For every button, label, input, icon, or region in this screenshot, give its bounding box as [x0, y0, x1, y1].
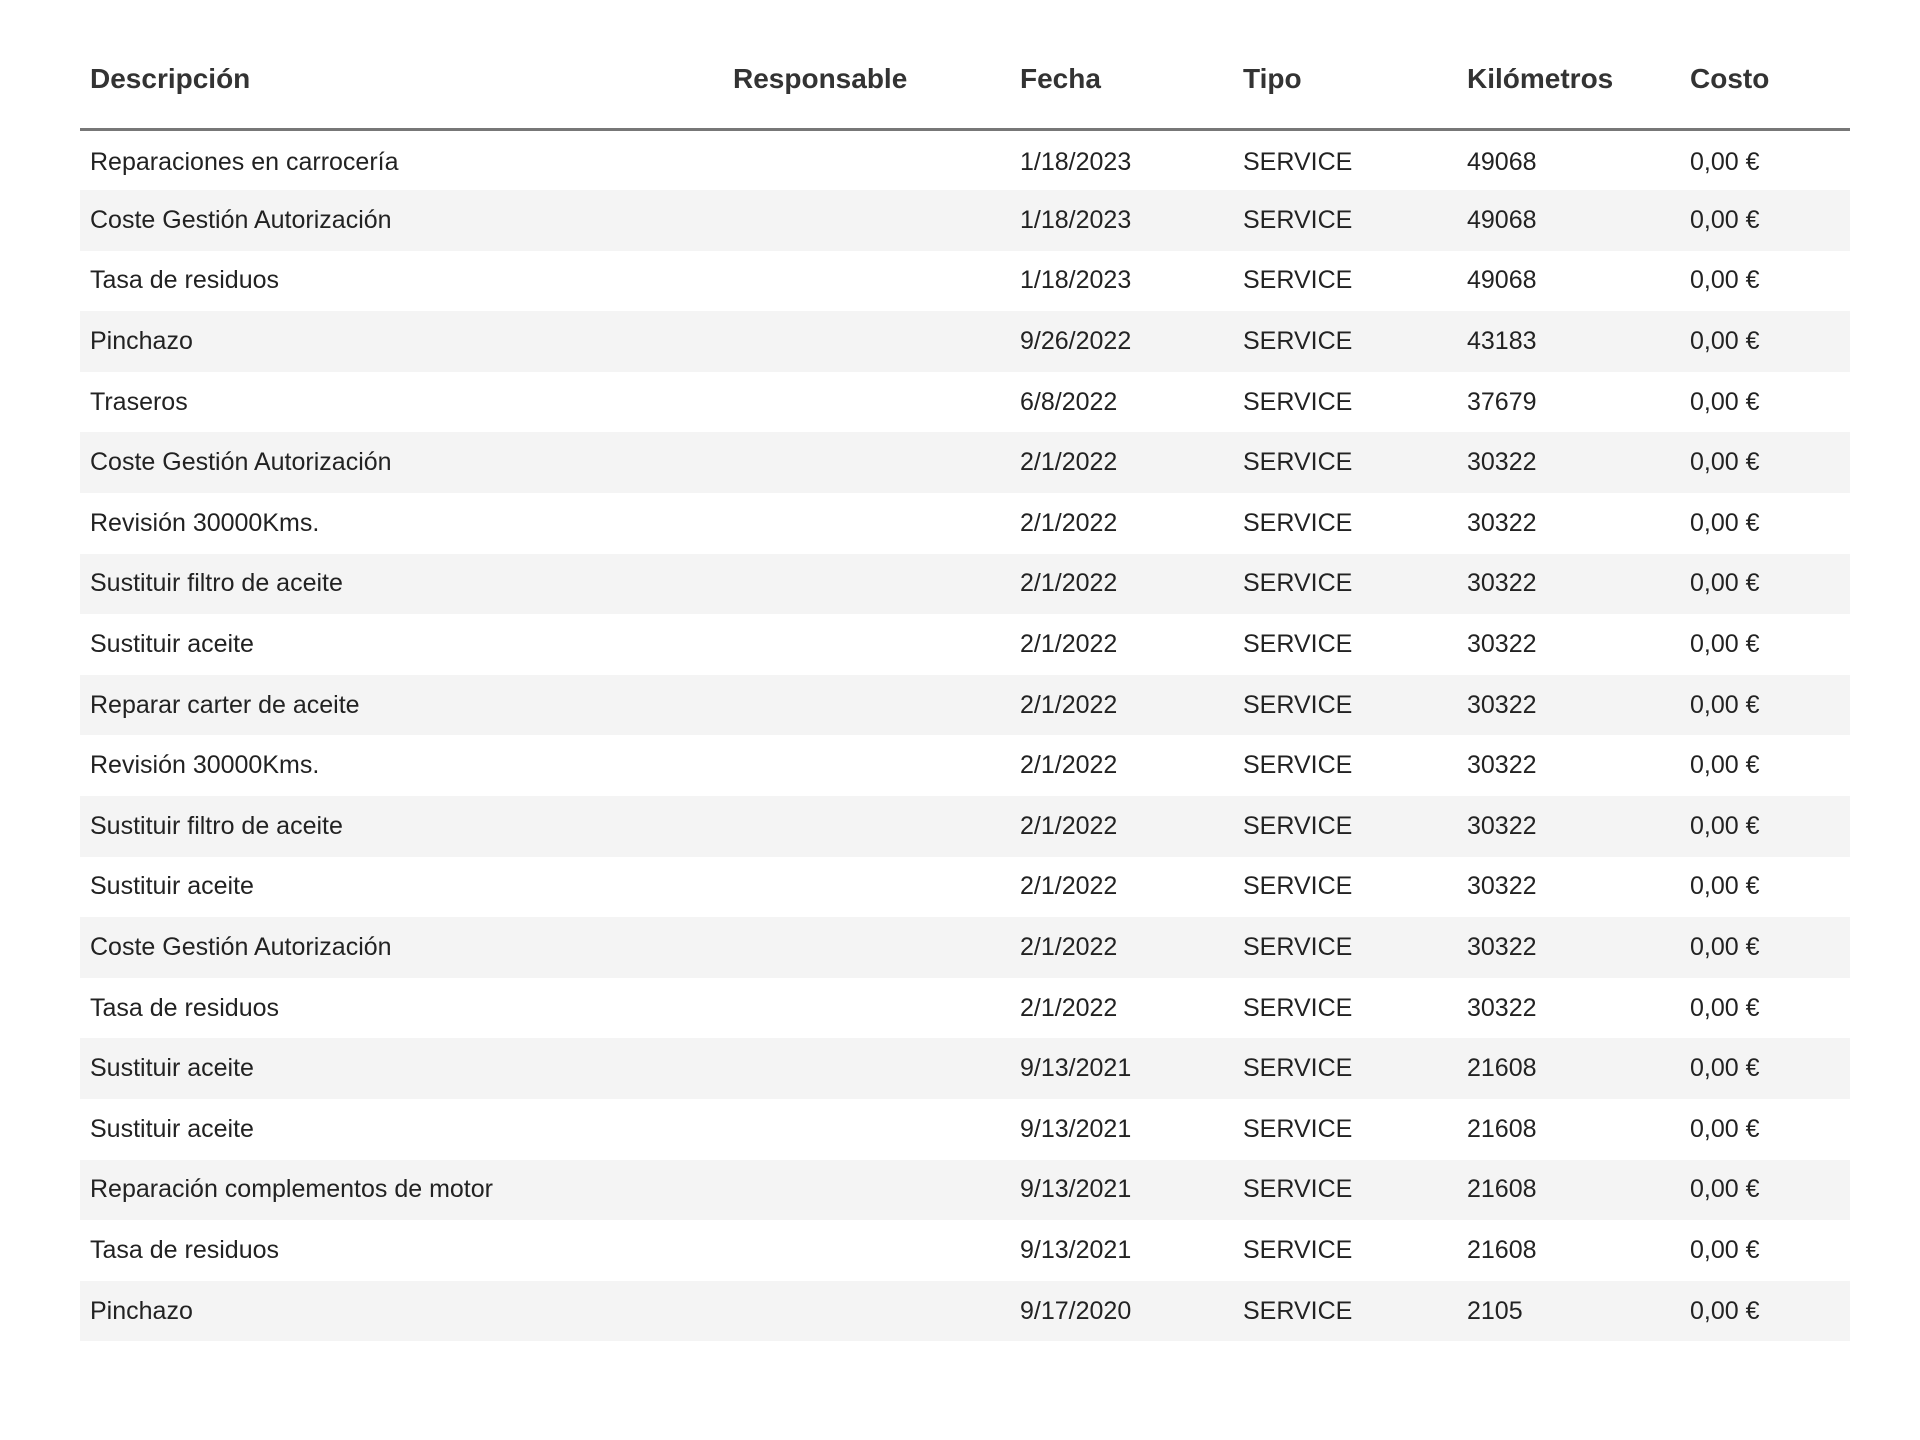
cell-kilometros: 49068 — [1467, 266, 1537, 295]
cell-fecha: 2/1/2022 — [1020, 811, 1118, 840]
column-header-descripcion: Descripción — [80, 30, 723, 130]
cell-costo: 0,00 € — [1690, 751, 1760, 780]
cell-descripcion: Revisión 30000Kms. — [90, 508, 320, 537]
table-row — [80, 796, 1850, 857]
cell-tipo: SERVICE — [1243, 205, 1353, 234]
cell-descripcion: Reparaciones en carrocería — [90, 148, 399, 177]
table-row — [80, 493, 1850, 554]
cell-tipo: SERVICE — [1243, 327, 1353, 356]
cell-tipo: SERVICE — [1243, 1054, 1353, 1083]
cell-responsable — [723, 130, 1010, 191]
cell-fecha: 2/1/2022 — [1020, 630, 1118, 659]
table-header — [80, 30, 1850, 130]
cell-kilometros: 37679 — [1467, 387, 1537, 416]
cell-costo: 0,00 € — [1690, 448, 1760, 477]
table-row — [80, 1099, 1850, 1160]
cell-kilometros: 30322 — [1467, 569, 1537, 598]
column-header-fecha: Fecha — [1010, 30, 1233, 130]
cell-responsable — [723, 251, 1010, 312]
cell-tipo: SERVICE — [1243, 1175, 1353, 1204]
cell-descripcion: Coste Gestión Autorización — [90, 933, 392, 962]
cell-fecha: 2/1/2022 — [1020, 569, 1118, 598]
cell-kilometros: 49068 — [1467, 205, 1537, 234]
cell-fecha: 2/1/2022 — [1020, 448, 1118, 477]
cell-fecha: 1/18/2023 — [1020, 148, 1132, 177]
cell-responsable — [723, 796, 1010, 857]
cell-kilometros: 30322 — [1467, 993, 1537, 1022]
cell-responsable — [723, 735, 1010, 796]
cell-fecha: 1/18/2023 — [1020, 205, 1132, 234]
cell-costo: 0,00 € — [1690, 508, 1760, 537]
table-row — [80, 251, 1850, 312]
cell-tipo: SERVICE — [1243, 993, 1353, 1022]
cell-kilometros: 21608 — [1467, 1054, 1537, 1083]
cell-descripcion: Pinchazo — [90, 327, 193, 356]
cell-responsable — [723, 857, 1010, 918]
cell-tipo: SERVICE — [1243, 387, 1353, 416]
header-row — [80, 30, 1850, 130]
cell-descripcion: Tasa de residuos — [90, 266, 280, 295]
table-body — [80, 130, 1850, 1342]
cell-responsable — [723, 554, 1010, 615]
cell-tipo: SERVICE — [1243, 148, 1353, 177]
cell-kilometros: 2105 — [1467, 1296, 1523, 1325]
cell-responsable — [723, 1160, 1010, 1221]
cell-fecha: 9/17/2020 — [1020, 1296, 1132, 1325]
cell-fecha: 9/13/2021 — [1020, 1114, 1132, 1143]
cell-costo: 0,00 € — [1690, 811, 1760, 840]
cell-kilometros: 30322 — [1467, 872, 1537, 901]
cell-costo: 0,00 € — [1690, 1114, 1760, 1143]
cell-responsable — [723, 190, 1010, 251]
table-row — [80, 554, 1850, 615]
cell-descripcion: Coste Gestión Autorización — [90, 205, 392, 234]
cell-costo: 0,00 € — [1690, 872, 1760, 901]
cell-tipo: SERVICE — [1243, 1235, 1353, 1264]
column-header-kilometros: Kilómetros — [1457, 30, 1680, 130]
cell-responsable — [723, 493, 1010, 554]
cell-responsable — [723, 432, 1010, 493]
cell-costo: 0,00 € — [1690, 1296, 1760, 1325]
cell-descripcion: Sustituir aceite — [90, 630, 254, 659]
cell-fecha: 6/8/2022 — [1020, 387, 1118, 416]
cell-kilometros: 30322 — [1467, 508, 1537, 537]
cell-fecha: 9/13/2021 — [1020, 1054, 1132, 1083]
cell-costo: 0,00 € — [1690, 387, 1760, 416]
cell-kilometros: 21608 — [1467, 1175, 1537, 1204]
table-row — [80, 978, 1850, 1039]
cell-responsable — [723, 675, 1010, 736]
cell-tipo: SERVICE — [1243, 569, 1353, 598]
cell-responsable — [723, 978, 1010, 1039]
cell-costo: 0,00 € — [1690, 1054, 1760, 1083]
cell-costo: 0,00 € — [1690, 569, 1760, 598]
cell-fecha: 1/18/2023 — [1020, 266, 1132, 295]
cell-kilometros: 43183 — [1467, 327, 1537, 356]
cell-fecha: 2/1/2022 — [1020, 872, 1118, 901]
cell-costo: 0,00 € — [1690, 1175, 1760, 1204]
cell-tipo: SERVICE — [1243, 872, 1353, 901]
cell-costo: 0,00 € — [1690, 993, 1760, 1022]
cell-tipo: SERVICE — [1243, 751, 1353, 780]
cell-tipo: SERVICE — [1243, 448, 1353, 477]
cell-descripcion: Sustituir aceite — [90, 1054, 254, 1083]
cell-fecha: 2/1/2022 — [1020, 751, 1118, 780]
cell-descripcion: Sustituir aceite — [90, 872, 254, 901]
cell-responsable — [723, 311, 1010, 372]
table-row — [80, 1160, 1850, 1221]
cell-responsable — [723, 1038, 1010, 1099]
cell-tipo: SERVICE — [1243, 933, 1353, 962]
cell-tipo: SERVICE — [1243, 811, 1353, 840]
cell-kilometros: 49068 — [1467, 148, 1537, 177]
cell-descripcion: Sustituir filtro de aceite — [90, 811, 343, 840]
table-row — [80, 1281, 1850, 1342]
table-row — [80, 1220, 1850, 1281]
cell-tipo: SERVICE — [1243, 1296, 1353, 1325]
cell-descripcion: Pinchazo — [90, 1296, 193, 1325]
cell-costo: 0,00 € — [1690, 1235, 1760, 1264]
table-row — [80, 735, 1850, 796]
column-header-tipo: Tipo — [1233, 30, 1457, 130]
cell-kilometros: 30322 — [1467, 630, 1537, 659]
table-row — [80, 857, 1850, 918]
cell-responsable — [723, 372, 1010, 433]
cell-fecha: 9/13/2021 — [1020, 1235, 1132, 1264]
table-row — [80, 917, 1850, 978]
column-header-costo: Costo — [1680, 30, 1850, 130]
table-row — [80, 1038, 1850, 1099]
cell-responsable — [723, 917, 1010, 978]
cell-tipo: SERVICE — [1243, 1114, 1353, 1143]
cell-costo: 0,00 € — [1690, 148, 1760, 177]
cell-fecha: 9/26/2022 — [1020, 327, 1132, 356]
cell-responsable — [723, 1281, 1010, 1342]
cell-descripcion: Sustituir aceite — [90, 1114, 254, 1143]
cell-tipo: SERVICE — [1243, 266, 1353, 295]
table-row — [80, 372, 1850, 433]
cell-fecha: 9/13/2021 — [1020, 1175, 1132, 1204]
cell-kilometros: 30322 — [1467, 933, 1537, 962]
cell-kilometros: 30322 — [1467, 811, 1537, 840]
cell-costo: 0,00 € — [1690, 933, 1760, 962]
cell-costo: 0,00 € — [1690, 690, 1760, 719]
cell-descripcion: Reparar carter de aceite — [90, 690, 360, 719]
cell-kilometros: 30322 — [1467, 448, 1537, 477]
cell-fecha: 2/1/2022 — [1020, 508, 1118, 537]
cell-descripcion: Coste Gestión Autorización — [90, 448, 392, 477]
cell-kilometros: 30322 — [1467, 690, 1537, 719]
cell-tipo: SERVICE — [1243, 508, 1353, 537]
cell-kilometros: 30322 — [1467, 751, 1537, 780]
cell-costo: 0,00 € — [1690, 327, 1760, 356]
cell-descripcion: Traseros — [90, 387, 188, 416]
cell-responsable — [723, 1099, 1010, 1160]
cell-responsable — [723, 614, 1010, 675]
cell-kilometros: 21608 — [1467, 1235, 1537, 1264]
cell-descripcion: Revisión 30000Kms. — [90, 751, 320, 780]
cell-costo: 0,00 € — [1690, 266, 1760, 295]
table-row — [80, 432, 1850, 493]
table-row — [80, 130, 1850, 191]
cell-descripcion: Sustituir filtro de aceite — [90, 569, 343, 598]
table-row — [80, 675, 1850, 736]
cell-kilometros: 21608 — [1467, 1114, 1537, 1143]
cell-descripcion: Reparación complementos de motor — [90, 1175, 493, 1204]
cell-costo: 0,00 € — [1690, 205, 1760, 234]
column-header-responsable: Responsable — [723, 30, 1010, 130]
cell-descripcion: Tasa de residuos — [90, 1235, 280, 1264]
maintenance-table — [80, 30, 1850, 1341]
maintenance-table-container — [80, 30, 1850, 1341]
cell-costo: 0,00 € — [1690, 630, 1760, 659]
cell-tipo: SERVICE — [1243, 690, 1353, 719]
table-row — [80, 190, 1850, 251]
cell-tipo: SERVICE — [1243, 630, 1353, 659]
cell-descripcion: Tasa de residuos — [90, 993, 280, 1022]
cell-responsable — [723, 1220, 1010, 1281]
table-row — [80, 614, 1850, 675]
cell-fecha: 2/1/2022 — [1020, 933, 1118, 962]
table-row — [80, 311, 1850, 372]
cell-fecha: 2/1/2022 — [1020, 690, 1118, 719]
cell-fecha: 2/1/2022 — [1020, 993, 1118, 1022]
